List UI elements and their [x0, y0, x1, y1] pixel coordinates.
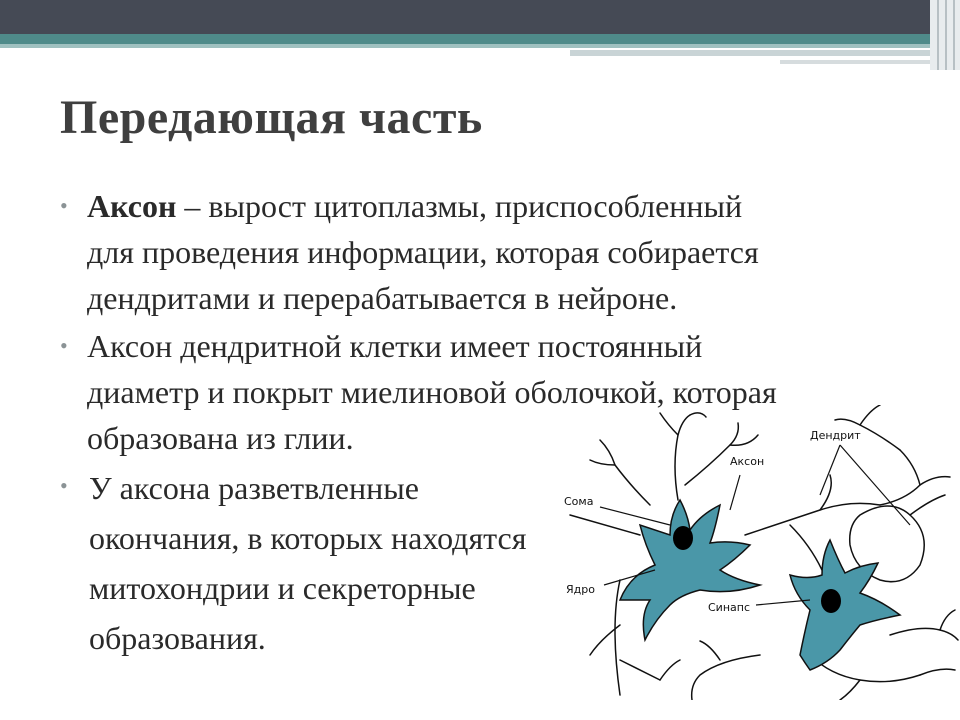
header-band: [0, 0, 960, 70]
bullet-text-line: окончания, в которых находятся: [89, 520, 527, 556]
bullet-dot-icon: •: [60, 333, 68, 358]
bullet-text-line: дендритами и перерабатывается в нейроне.: [87, 280, 678, 316]
label-synapse: Синапс: [708, 601, 751, 614]
label-nucleus: Ядро: [566, 583, 595, 596]
neuron-diagram: [560, 405, 960, 700]
label-dendrite: Дендрит: [810, 429, 861, 442]
bullet-text-line: диаметр и покрыт миелиновой оболочкой, которая: [87, 374, 777, 410]
bullet-item-axon-definition: [60, 183, 900, 321]
nucleus-cell-2: [821, 589, 841, 613]
soma-cell-1: [620, 500, 760, 640]
bullet-text-line: – вырост цитоплазмы, приспособленный: [176, 188, 743, 224]
label-soma: Сома: [564, 495, 594, 508]
nucleus-cell-1: [673, 526, 693, 550]
bullet-text-line: У аксона разветвленные: [89, 470, 419, 506]
bullet-text-line: для проведения информации, которая собирается: [87, 234, 759, 270]
bullet-text-line: образована из глии.: [87, 420, 354, 456]
bullet-text-line: митохондрии и секреторные: [89, 570, 476, 606]
soma-cell-2: [790, 540, 900, 670]
bullet-text-line: Аксон дендритной клетки имеет постоянный: [87, 328, 703, 364]
bullet-dot-icon: •: [60, 473, 68, 498]
label-axon: Аксон: [730, 455, 765, 468]
slide-title: Передающая часть: [60, 91, 483, 144]
term-axon: Аксон: [87, 188, 177, 224]
bullet-text-line: образования.: [89, 620, 266, 656]
bullet-dot-icon: •: [60, 193, 68, 218]
